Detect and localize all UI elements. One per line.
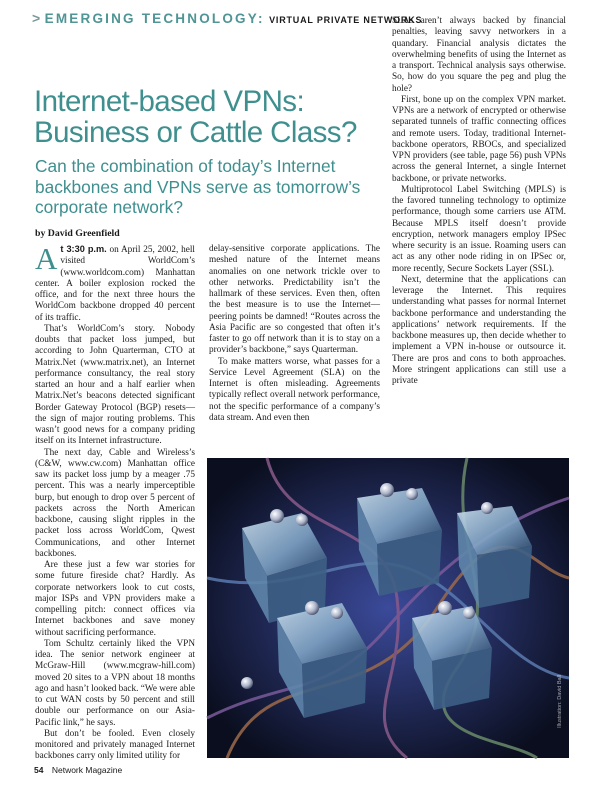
paragraph: SLAs aren’t always backed by financial penalties, leaving savvy networkers in a quandary. Financial analysis dictates the overwhelming benefits of using the Internet as a transport. Technical analysis says otherwise. So, how do you square the peg and plug the hole? bbox=[392, 16, 566, 94]
paragraph: The next day, Cable and Wireless’s (C&W, www.cw.com) Manhattan office saw its packet loss jump by a meager .75 percent. This was a nearly imperceptible burp, but enough to drop over 5 percent of packets across the North American backbone, causing slight ripples in the packet loss across WorldCom, Qwest Communications, and other Internet backbones. bbox=[35, 447, 195, 559]
chevron-icon: > bbox=[32, 10, 41, 26]
article-title: Internet-based VPNs: Business or Cattle Class? bbox=[34, 85, 357, 149]
article-column-1 bbox=[35, 241, 195, 762]
paragraph: That’s WorldCom’s story. Nobody doubts that packet loss jumped, but according to John Quarterman, CTO at Matrix.Net (www.matrix.net), an Internet performance consultancy, the real story started an hour and a half earlier when Matrix.Net’s beacons detected significant Border Gateway Protocol (BGP) resets—the sign of major routing problems. This wasn’t good news for a company priding itself on its Internet infrastructure. bbox=[35, 323, 195, 447]
paragraph: Tom Schultz certainly liked the VPN idea. The senior network engineer at McGraw-Hill (www.mcgraw-hill.com) moved 20 sites to a VPN about 18 months ago and hasn’t looked back. “We were able to cut WAN costs by 50 percent and still double our performance on our Asia-Pacific link,” he says. bbox=[35, 638, 195, 728]
subsection-label: VIRTUAL PRIVATE NETWORKS bbox=[269, 15, 423, 25]
paragraph: Are these just a few war stories for some future fireside chat? Hardly. As corporate networkers look to cut costs, major ISPs and VPN providers make a compelling pitch: connect offices via Internet backbones and save money without sacrificing performance. bbox=[35, 560, 195, 638]
paragraph: First, bone up on the complex VPN market. VPNs are a network of encrypted or otherwise separated tunnels of traffic connecting offices and remote users. Today, traditional Internet-backbone operators, RBOCs, and specialized VPN providers (see table, page 56) push VPNs across the general Internet, a single Internet backbone, or private networks. bbox=[392, 94, 567, 184]
article-column-3 bbox=[392, 16, 566, 446]
paragraph: Multiprotocol Label Switching (MPLS) is the favored tunneling technology to optimize performance, though some carriers use ATM. Because MPLS itself doesn’t provide encryption, network managers employ IPSec where security is an issue. Roaming users can act as any other node riding in on IPSec or, more recently, Secure Sockets Layer (SSL). bbox=[392, 184, 566, 274]
drop-cap: A bbox=[35, 241, 58, 276]
article-dek: Can the combination of today’s Internet backbones and VPNs serve as tomorrow’s corporate network? bbox=[35, 156, 361, 217]
paragraph: Next, determine that the applications can leverage the Internet. This requires understanding what passes for normal Internet backbone performance and understanding the applications’ network requirements. If the backbone measures up, then decide whether to implement a VPN in-house or outsource it. There are pros and cons to both approaches. More stringent applications can still use a private bbox=[392, 274, 566, 386]
section-label: EMERGING TECHNOLOGY: bbox=[44, 11, 265, 26]
paragraph: At 3:30 p.m. on April 25, 2002, hell visited WorldCom’s (www.worldcom.com) Manhattan center. A boiler explosion rocked the office, and for the next three hours the WorldCom backbone dropped 40 percent of its traffic. bbox=[35, 241, 195, 323]
section-header bbox=[32, 10, 422, 28]
article-column-2 bbox=[209, 244, 380, 450]
byline: by David Greenfield bbox=[35, 228, 120, 239]
illustration-credit: Illustration: David Ball bbox=[557, 675, 563, 728]
page-footer bbox=[34, 765, 122, 775]
illustration bbox=[207, 458, 569, 758]
paragraph: But don’t be fooled. Even closely monitored and privately managed Internet backbones carry only limited utility for bbox=[35, 728, 195, 762]
lead-in: t 3:30 p.m. bbox=[60, 244, 107, 254]
page-number: 54 bbox=[34, 765, 44, 775]
paragraph: To make matters worse, what passes for a Service Level Agreement (SLA) on the Internet is often misleading. Agreements typically reflect overall network performance, not the specific performance of a company’s data stream. And even then bbox=[209, 356, 380, 423]
publication-name: Network Magazine bbox=[51, 765, 123, 775]
network-illustration-art bbox=[207, 458, 569, 758]
paragraph: delay-sensitive corporate applications. The meshed nature of the Internet means anomalies on one network trickle over to other networks. Predictability isn’t the hallmark of these services. Even then, often the best measure is to use the Internet—peering points be damned! “Routes across the Asia Pacific are so congested that often it’s faster to go off network than it is to stay on a provider’s backbone,” says Quarterman. bbox=[209, 244, 380, 356]
